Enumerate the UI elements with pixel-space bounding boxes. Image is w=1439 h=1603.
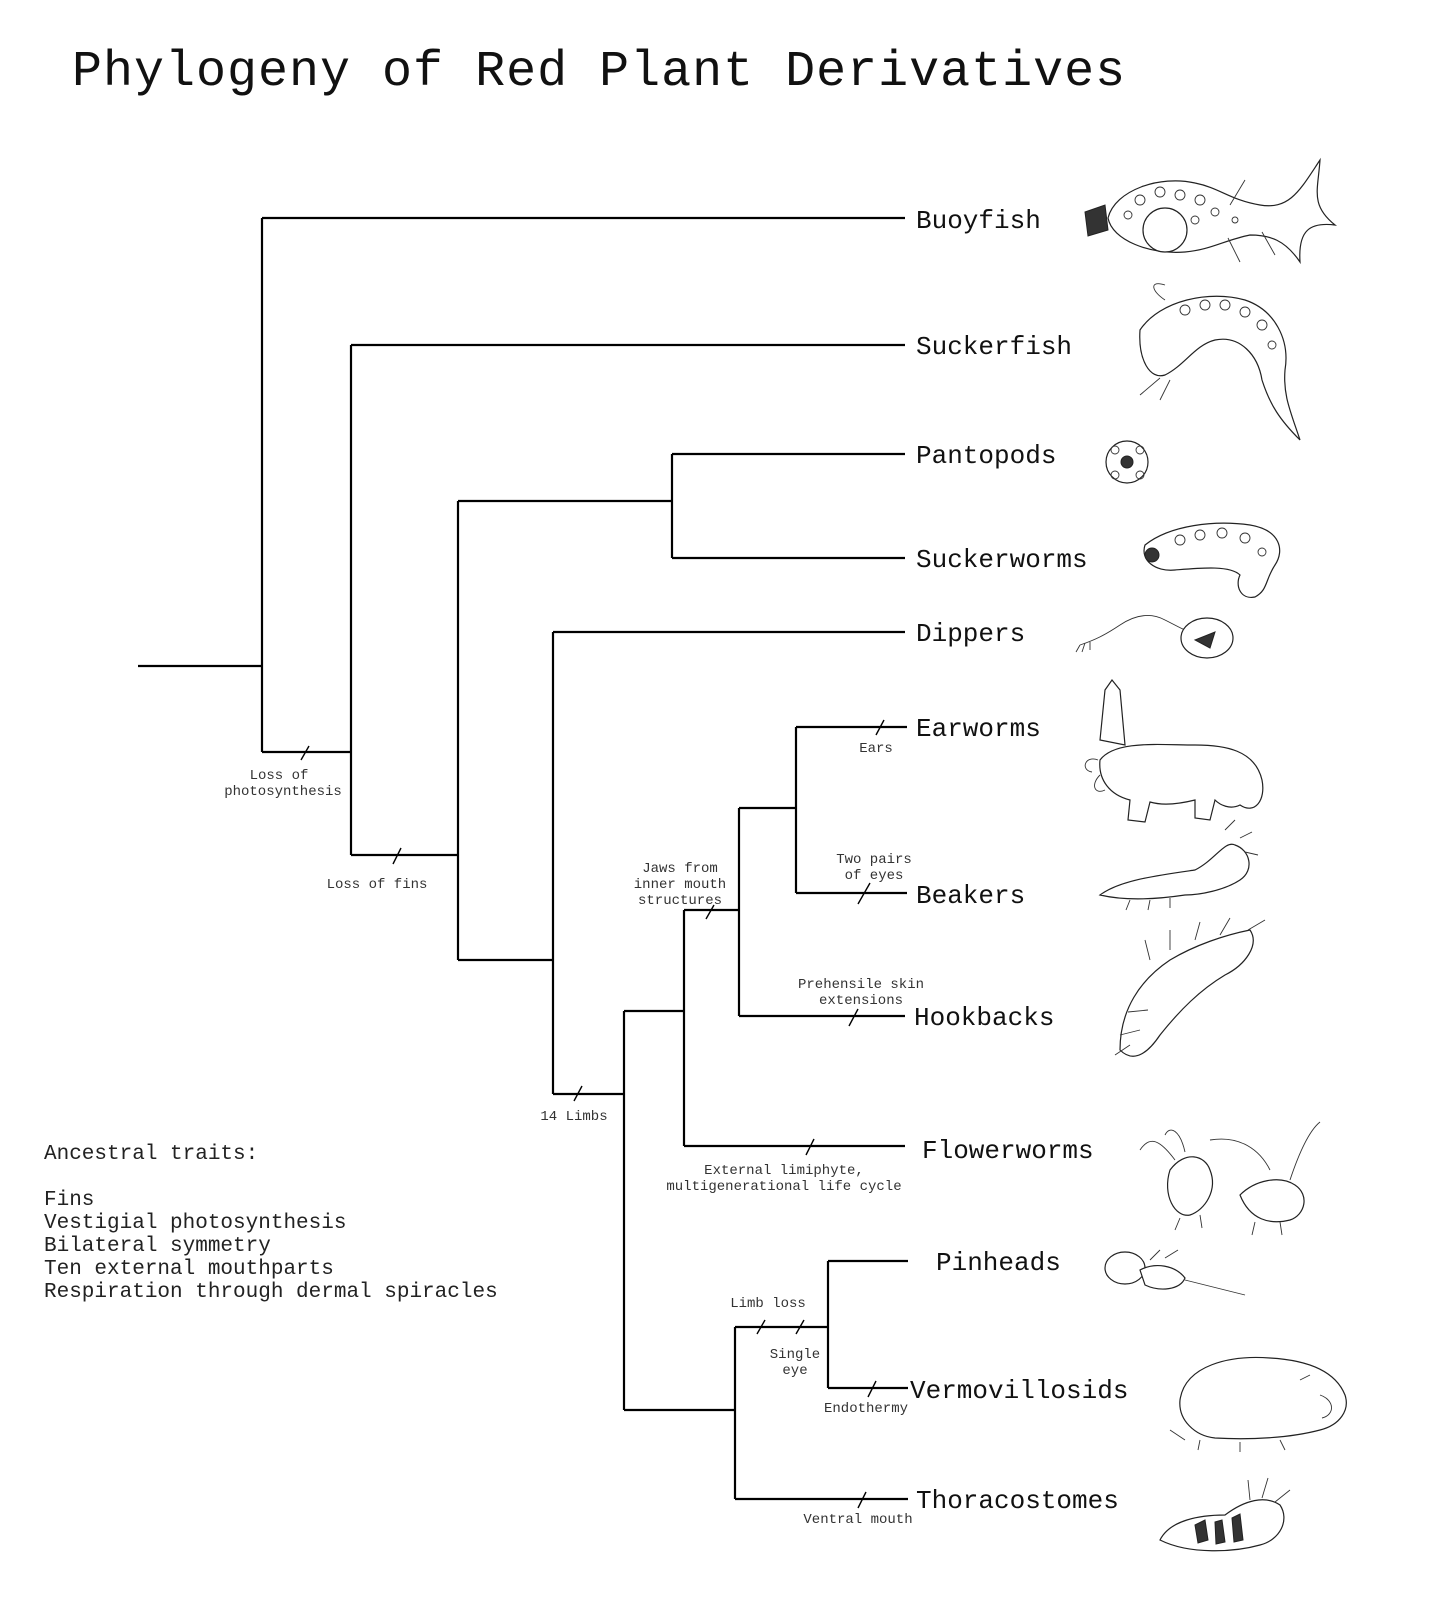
legend-item: Vestigial photosynthesis <box>44 1212 347 1235</box>
illustrations <box>1076 160 1346 1551</box>
trait-jaws-line2: inner mouth <box>633 877 727 893</box>
trait-endothermy: Endothermy <box>823 1401 909 1417</box>
trait-prehensile-line2: extensions <box>818 993 904 1009</box>
legend-item: Ten external mouthparts <box>44 1258 334 1281</box>
pinhead-illustration <box>1105 1250 1245 1295</box>
hookback-illustration <box>1115 918 1265 1056</box>
trait-limb-loss: Limb loss <box>730 1296 806 1312</box>
taxon-labels <box>910 206 1128 1516</box>
trait-ventral-mouth: Ventral mouth <box>803 1512 913 1528</box>
trait-prehensile-line1: Prehensile skin <box>797 977 925 993</box>
taxon-buoyfish: Buoyfish <box>916 206 1041 236</box>
trait-external-limiphyte-line1: External limiphyte, <box>704 1163 864 1179</box>
taxon-dippers: Dippers <box>916 619 1026 649</box>
trait-two-pairs-eyes-line1: Two pairs <box>836 852 912 868</box>
taxon-thoracostomes: Thoracostomes <box>916 1486 1119 1516</box>
buoyfish-illustration <box>1085 160 1335 262</box>
taxon-pinheads: Pinheads <box>936 1248 1061 1278</box>
trait-jaws-line3: structures <box>637 893 723 909</box>
taxon-suckerworms: Suckerworms <box>916 545 1088 575</box>
trait-labels <box>224 741 924 1528</box>
taxon-flowerworms: Flowerworms <box>922 1136 1094 1166</box>
ancestral-traits-legend <box>44 1143 498 1304</box>
dipper-illustration <box>1076 615 1233 658</box>
legend-item: Fins <box>44 1189 95 1212</box>
legend-item: Bilateral symmetry <box>44 1235 271 1258</box>
pantopod-illustration <box>1106 441 1148 483</box>
trait-jaws-line1: Jaws from <box>642 861 718 877</box>
tick-prehensile <box>849 1009 858 1026</box>
taxon-pantopods: Pantopods <box>916 441 1057 471</box>
taxon-hookbacks: Hookbacks <box>914 1003 1055 1033</box>
page-title: Phylogeny of Red Plant Derivatives <box>72 44 1127 101</box>
earworm-illustration <box>1085 680 1263 822</box>
trait-single-eye-line2: eye <box>782 1363 808 1379</box>
taxon-beakers: Beakers <box>916 881 1026 911</box>
vermovillosid-illustration <box>1170 1357 1346 1452</box>
thoracostome-illustration <box>1160 1478 1290 1551</box>
taxon-vermovillosids: Vermovillosids <box>910 1376 1129 1406</box>
trait-ears: Ears <box>859 741 893 757</box>
trait-two-pairs-eyes-line2: of eyes <box>844 868 904 884</box>
taxon-suckerfish: Suckerfish <box>916 332 1073 362</box>
beaker-illustration <box>1100 820 1258 910</box>
trait-14-limbs: 14 Limbs <box>540 1109 608 1125</box>
trait-loss-of-photosynthesis-line2: photosynthesis <box>224 784 342 800</box>
taxon-earworms: Earworms <box>916 714 1041 744</box>
legend-heading: Ancestral traits: <box>44 1143 259 1166</box>
trait-loss-of-fins: Loss of fins <box>326 877 428 893</box>
trait-loss-of-photosynthesis-line1: Loss of <box>249 768 309 784</box>
suckerfish-illustration <box>1140 284 1300 440</box>
trait-single-eye-line1: Single <box>769 1347 821 1363</box>
flowerworm-illustration <box>1140 1122 1320 1235</box>
suckerworm-illustration <box>1144 523 1280 597</box>
legend-item: Respiration through dermal spiracles <box>44 1281 498 1304</box>
trait-external-limiphyte-line2: multigenerational life cycle <box>666 1179 902 1195</box>
